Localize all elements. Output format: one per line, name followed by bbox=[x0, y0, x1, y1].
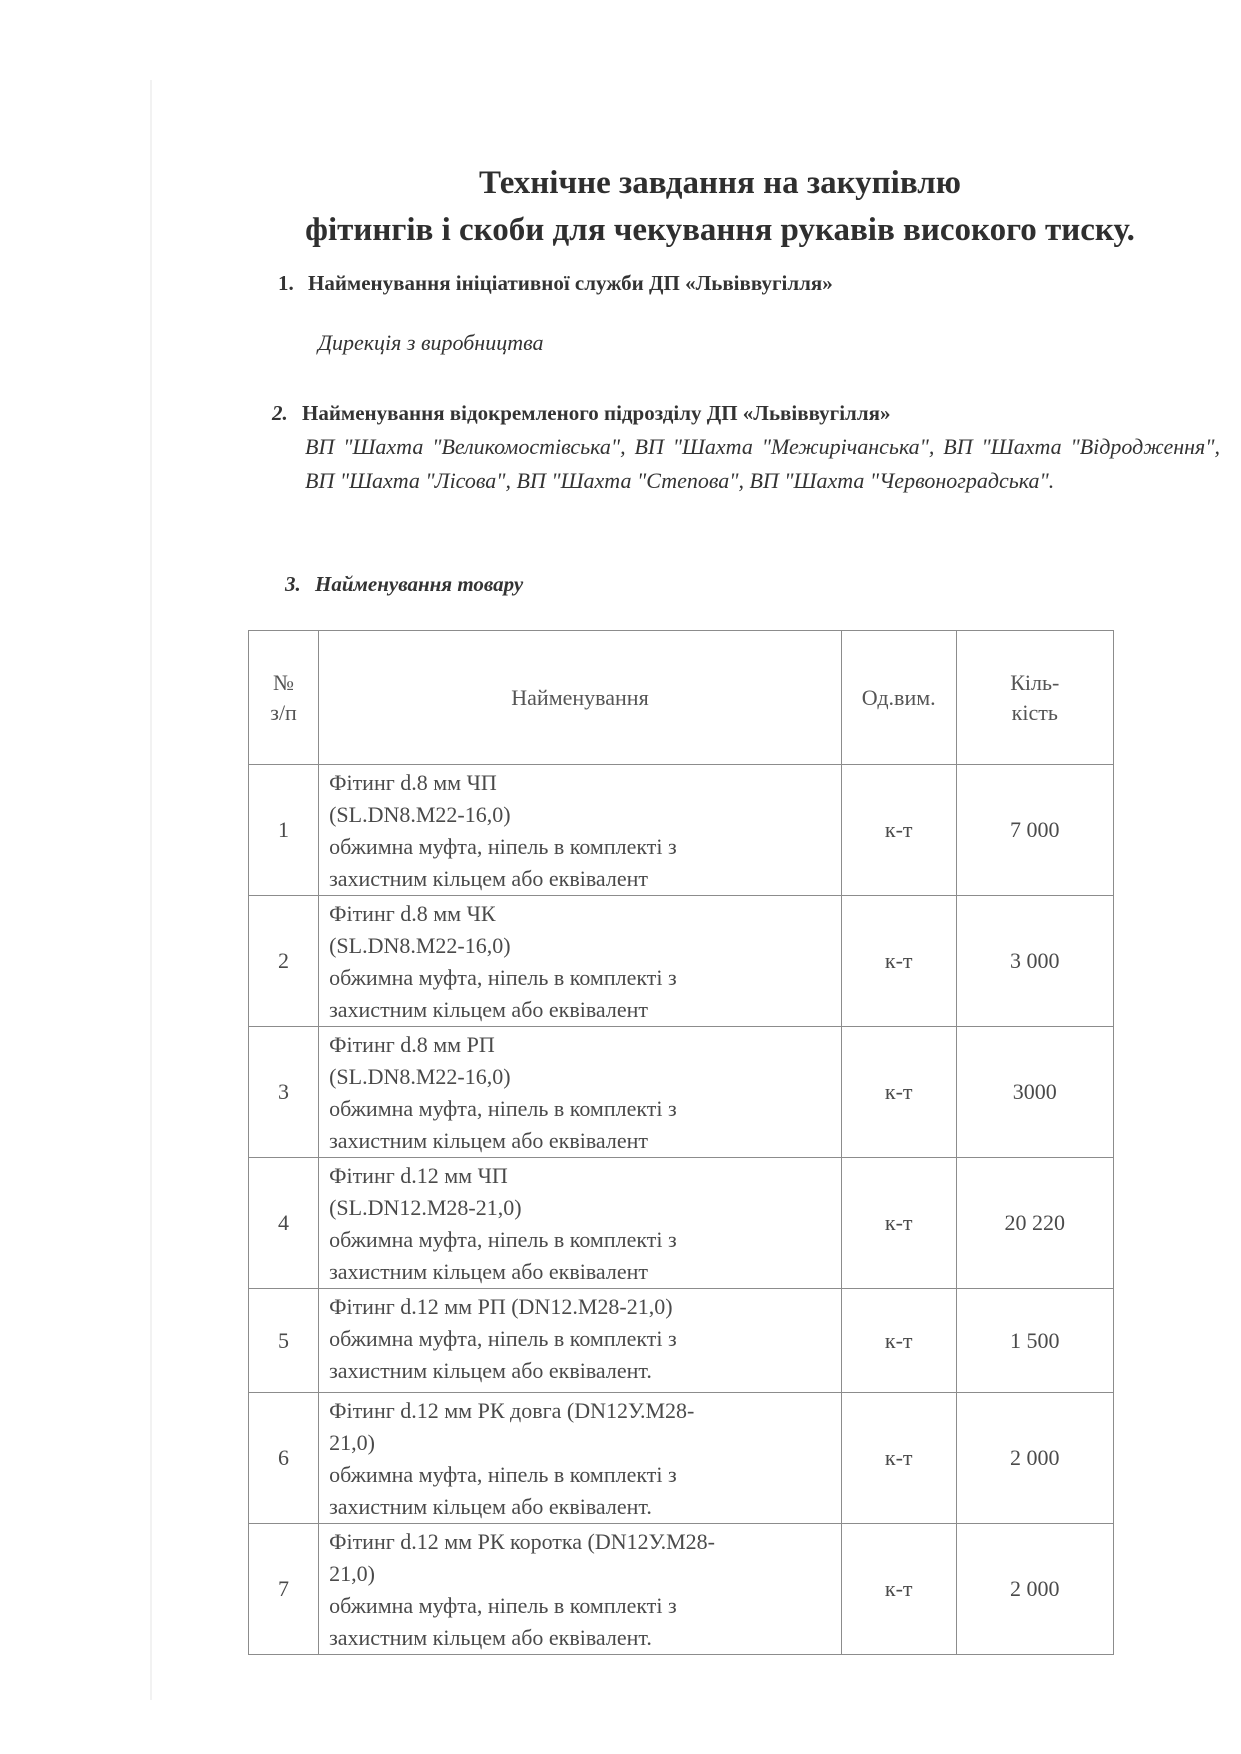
row-quantity: 3000 bbox=[956, 1027, 1114, 1158]
header-number bbox=[249, 631, 319, 765]
section-2-heading-text: Найменування відокремленого підрозділу ДП «Львіввугілля» bbox=[302, 401, 891, 425]
row-name bbox=[319, 1393, 842, 1524]
row-name-line: захистним кільцем або еквівалент. bbox=[329, 1358, 652, 1383]
row-name-line: Фітинг d.8 мм РП bbox=[329, 1032, 495, 1057]
row-number: 4 bbox=[249, 1158, 319, 1289]
row-name-line: (SL.DN8.M22-16,0) bbox=[329, 933, 511, 958]
section-1-heading-text: Найменування ініціативної служби ДП «Львіввугілля» bbox=[308, 271, 833, 295]
row-name-line: (SL.DN8.M22-16,0) bbox=[329, 1064, 511, 1089]
row-name bbox=[319, 1158, 842, 1289]
row-name-line: захистним кільцем або еквівалент. bbox=[329, 1625, 652, 1650]
header-unit: Од.вим. bbox=[841, 631, 956, 765]
row-name-line: Фітинг d.12 мм РК довга (DN12У.M28- bbox=[329, 1398, 695, 1423]
header-quantity-line-1: Кіль- bbox=[1010, 669, 1060, 695]
table-row bbox=[249, 765, 1114, 896]
row-unit: к-т bbox=[841, 765, 956, 896]
section-1-text: Дирекція з виробництва bbox=[318, 330, 544, 355]
table-header-row bbox=[249, 631, 1114, 765]
row-name bbox=[319, 1289, 842, 1393]
row-name-line: захистним кільцем або еквівалент bbox=[329, 1259, 649, 1284]
header-quantity-line-2: кість bbox=[1011, 699, 1058, 725]
row-quantity: 2 000 bbox=[956, 1524, 1114, 1655]
row-name-line: обжимна муфта, ніпель в комплекті з bbox=[329, 1593, 677, 1618]
row-name bbox=[319, 1027, 842, 1158]
section-3-heading-text: Найменування товару bbox=[315, 572, 524, 596]
row-name-line: захистним кільцем або еквівалент bbox=[329, 997, 649, 1022]
scan-edge-shadow bbox=[150, 80, 152, 1700]
row-name-line: обжимна муфта, ніпель в комплекті з bbox=[329, 1326, 677, 1351]
row-name-line: обжимна муфта, ніпель в комплекті з bbox=[329, 1462, 677, 1487]
row-name-line: Фітинг d.8 мм ЧП bbox=[329, 770, 497, 795]
title-line-2: фітингів і скоби для чекування рукавів високого тиску. bbox=[305, 212, 1135, 248]
row-name-line: (SL.DN12.M28-21,0) bbox=[329, 1195, 522, 1220]
row-name bbox=[319, 765, 842, 896]
row-name-line: 21,0) bbox=[329, 1561, 375, 1586]
row-quantity: 20 220 bbox=[956, 1158, 1114, 1289]
header-name: Найменування bbox=[319, 631, 842, 765]
table-row bbox=[249, 1289, 1114, 1393]
section-2-number: 2. bbox=[272, 401, 288, 425]
row-unit: к-т bbox=[841, 1158, 956, 1289]
row-name-line: Фітинг d.12 мм РП (DN12.M28-21,0) bbox=[329, 1294, 673, 1319]
row-name-line: Фітинг d.8 мм ЧК bbox=[329, 901, 496, 926]
row-quantity: 7 000 bbox=[956, 765, 1114, 896]
title-line-1: Технічне завдання на закупівлю bbox=[479, 165, 961, 201]
row-number: 2 bbox=[249, 896, 319, 1027]
section-1-number: 1. bbox=[278, 271, 294, 295]
document-title bbox=[240, 160, 1200, 254]
header-number-line-2: з/п bbox=[270, 699, 297, 725]
row-name-line: обжимна муфта, ніпель в комплекті з bbox=[329, 834, 677, 859]
row-unit: к-т bbox=[841, 1289, 956, 1393]
row-name-line: захистним кільцем або еквівалент bbox=[329, 1128, 649, 1153]
row-name-line: обжимна муфта, ніпель в комплекті з bbox=[329, 965, 677, 990]
row-name-line: Фітинг d.12 мм РК коротка (DN12У.M28- bbox=[329, 1529, 716, 1554]
row-name bbox=[319, 1524, 842, 1655]
table-row bbox=[249, 1027, 1114, 1158]
row-number: 3 bbox=[249, 1027, 319, 1158]
row-number: 7 bbox=[249, 1524, 319, 1655]
row-quantity: 2 000 bbox=[956, 1393, 1114, 1524]
row-unit: к-т bbox=[841, 1027, 956, 1158]
row-name-line: Фітинг d.12 мм ЧП bbox=[329, 1163, 508, 1188]
goods-table bbox=[248, 630, 1114, 1655]
row-name-line: обжимна муфта, ніпель в комплекті з bbox=[329, 1096, 677, 1121]
row-number: 6 bbox=[249, 1393, 319, 1524]
header-number-line-1: № bbox=[273, 669, 295, 695]
row-number: 5 bbox=[249, 1289, 319, 1393]
row-name-line: обжимна муфта, ніпель в комплекті з bbox=[329, 1227, 677, 1252]
section-2-heading bbox=[272, 397, 890, 429]
section-2-text: ВП "Шахта "Великомостівська", ВП "Шахта "Межирічанська", ВП "Шахта "Відродження", ВП "Шахта "Лісова", ВП "Шахта "Степова", ВП "Шахта "Червоноградська". bbox=[305, 434, 1220, 493]
row-unit: к-т bbox=[841, 1524, 956, 1655]
section-3-heading bbox=[285, 568, 523, 600]
row-unit: к-т bbox=[841, 896, 956, 1027]
row-name-line: захистним кільцем або еквівалент. bbox=[329, 1494, 652, 1519]
row-unit: к-т bbox=[841, 1393, 956, 1524]
row-quantity: 3 000 bbox=[956, 896, 1114, 1027]
row-name bbox=[319, 896, 842, 1027]
table-row bbox=[249, 1393, 1114, 1524]
table-row bbox=[249, 896, 1114, 1027]
section-3-number: 3. bbox=[285, 572, 301, 596]
header-quantity bbox=[956, 631, 1114, 765]
table-row bbox=[249, 1158, 1114, 1289]
row-quantity: 1 500 bbox=[956, 1289, 1114, 1393]
section-1-heading bbox=[278, 267, 833, 299]
row-number: 1 bbox=[249, 765, 319, 896]
row-name-line: захистним кільцем або еквівалент bbox=[329, 866, 649, 891]
table-row bbox=[249, 1524, 1114, 1655]
row-name-line: (SL.DN8.M22-16,0) bbox=[329, 802, 511, 827]
row-name-line: 21,0) bbox=[329, 1430, 375, 1455]
